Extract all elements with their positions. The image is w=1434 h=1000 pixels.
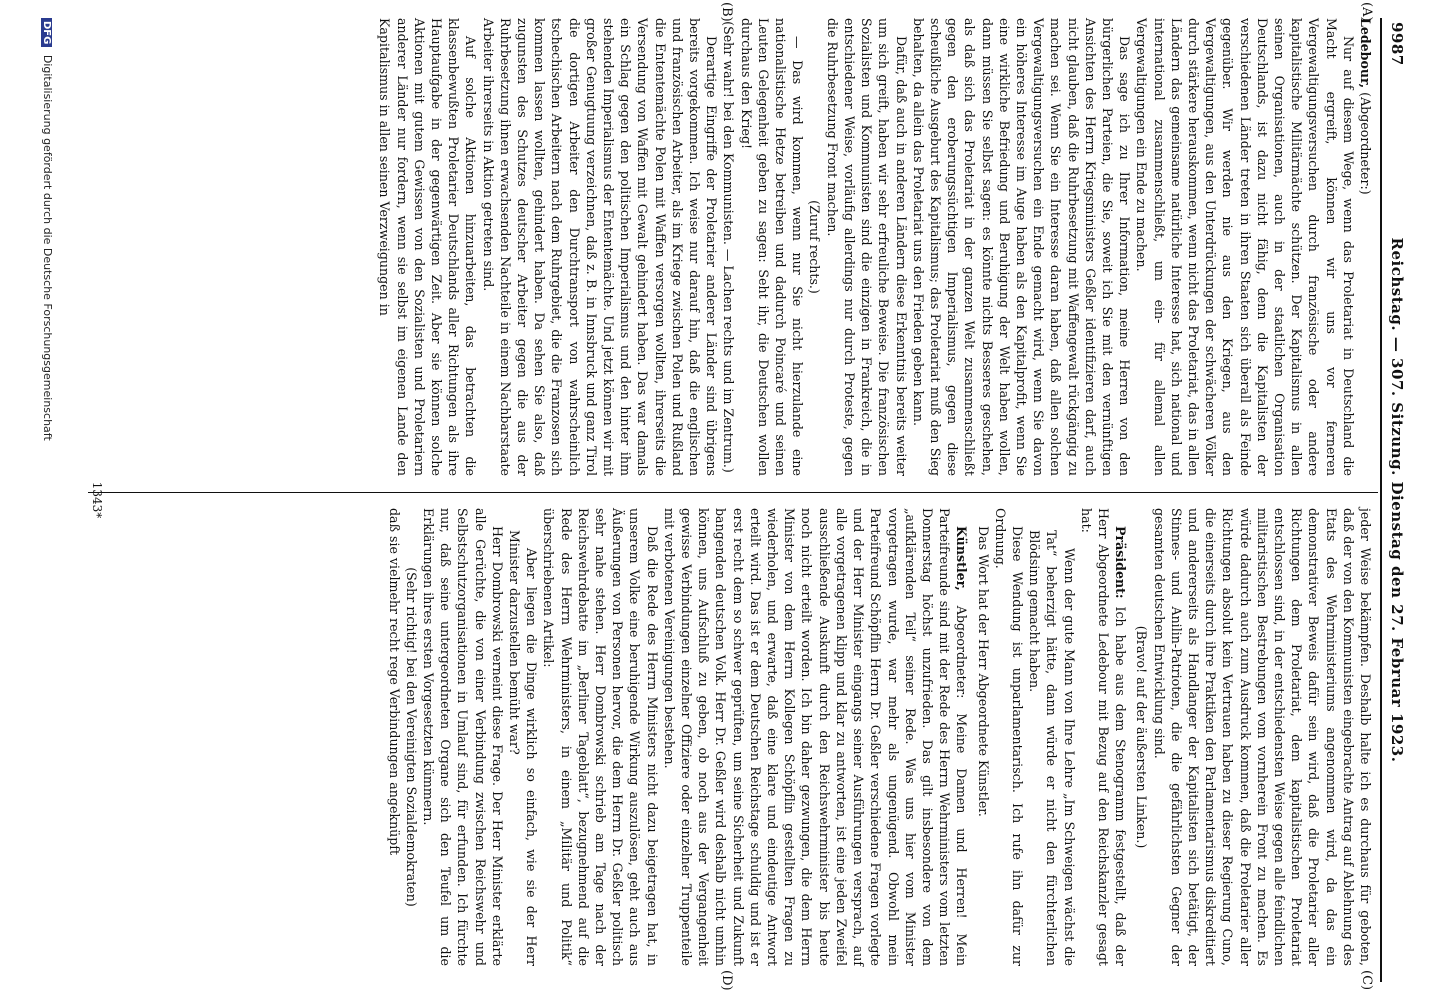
speech-paragraph: Das sage ich zu Ihrer Information, meine Herren von den bürgerlichen Parteien, die Sie, soweit ich Sie mit den vernünftigen Ansichten des Herrn Kriegsministers Geßler identifizieren darf, auch nicht glauben, daß die Ruhrbesetzung mit Waffengewalt rückgängig zu machen sei. Wenn Sie ein Interesse daran haben, daß allen solchen Vergewaltigungsversuchen ein Ende gemacht wird, wenn Sie davon ein höheres Interesse im Auge haben als den Kapitalprofit, wenn Sie eine wirkliche Befriedung und Beruhigung der Welt haben wollen, dann müssen Sie selbst sagen: es könnte nichts Besseres geschehen, als daß sich das Proletariat in der ganzen Welt zusammenschließt gegen den eroberungssüchtigen Imperialismus, gegen diese scheußliche Ausgeburt des Kapitalismus; das Proletariat muß den Sieg behalten, da allein das Proletariat uns den Frieden geben kann.	[910, 18, 1133, 476]
speech-paragraph: Das Wort hat der Herr Abgeordnete Künstler.	[975, 526, 991, 817]
speech-text: Meine Damen und Herren! Mein Parteifreunde sind mit der Rede des Herrn Wehrministers vom letzten Donnerstag höchst unzufrieden. Das gilt insbesondere von dem „aufklärenden Teil“ seiner Rede. Was uns hier vom Minister vorgetragen wurde, war mehr als ungenügend. Obwohl mein Parteifreund Schöpflin Herrn Dr. Geßler verschiedene Fragen vorlegte und der Herr Minister eingangs seiner Ausführungen versprach, auf alle vorgetragenen klipp und klar zu antworten, ist eine jeden Zweifel ausschließende Auskunft durch den Reichswehrminister bis heute noch nicht erteilt worden. Ich bin daher gezwungen, die dem Herrn Minister von dem Herrn Kollegen Schöpflin gestellten Fragen zu wiederholen, und erwarte, daß eine klare und eindeutige Antwort erteilt wird. Das ist er dem Deutschen Reichstage schuldig und ist er erst recht dem so schwer geprüften, um seine Sicherheit und Zukunft bangenden deutschen Volk. Herr Dr. Geßler wird deshalb nicht umhin können, uns Aufschluß zu geben, ob noch aus der Vergangenheit gewisse Verbindungen einzelner Offiziere oder einzelner Truppenteile mit verbotenen Vereinigungen bestehen.	[661, 508, 970, 966]
margin-marker-d: (D)	[719, 970, 734, 991]
speech-paragraph: Dafür, daß auch in anderen Ländern diese Erkenntnis bereits weiter um sich greift, haben wir sehr erfreuliche Beweise. Die französischen Sozialisten und Kommunisten sind die einzigen in Frankreich, die in entschiedener Weise, vorläufig allerdings nur durch Proteste, gegen die Ruhrbesetzung Front machen.	[824, 18, 909, 476]
page-header	[1382, 18, 1412, 982]
margin-marker-c: (C)	[1359, 970, 1374, 991]
speech-text: Ich habe aus dem Stenogramm festgestellt, daß der Herr Abgeordnete Ledebour mit Bezug auf den Reichskanzler gesagt hat:	[1078, 508, 1129, 966]
quote: Wenn der gute Mann von Ihre Lehre „Im Schweigen wächst die Tat“ beherzigt hätte, dann würde er nicht den fürchterlichen Blödsinn gemacht haben.	[1027, 530, 1077, 966]
speech-paragraph: Herr Dombrowski verneint diese Frage. Der Herr Minister erklärte alle Gerüchte, die von einer Verbindung zwischen Reichswehr und Selbstschutzorganisationen in Umlauf sind, für erfunden. Ich fürchte nur, daß seine untergeordneten Organe sich den Teufel um die Erklärungen ihres ersten Vorgesetzten kümmern.	[421, 508, 505, 966]
speaker-name: Künstler,	[954, 526, 970, 591]
speaker-role: Abgeordneter:	[1358, 97, 1373, 190]
speech-paragraph: jeder Weise bekämpfen. Deshalb halte ich es durchaus für geboten, daß der von den Kommunisten eingebrachte Antrag auf Ablehnung des Etats des Wehrministeriums angenommen wird, da das ein demonstrativer Beweis dafür sein wird, daß die Proletarier aller Richtungen dem Proletariat, dem kapitalistischen Proletariat entschlossen sind, in der entschiedensten Weise gegen alle feindlichen militaristischen Bestrebungen vom vornherein Front zu machen. Es würde dadurch auch zum Ausdruck kommen, daß die Proletarier aller Richtungen absolut kein Vertrauen haben zu dieser Regierung Cuno, die einerseits durch ihre Praktiken den Parlamentarismus diskreditiert und andererseits als Handlanger der Kapitalisten sich betätigt, der Stinnes- und Anilin-Patrioten, die die gefährlichsten Gegner der gesamten deutschen Entwicklung sind.	[1151, 508, 1373, 966]
header-title: Reichstag. — 307. Sitzung. Dienstag den 27. Februar 1923.	[1388, 237, 1406, 763]
interjection: (Zuruf rechts.)	[807, 200, 823, 294]
interjection: (Sehr richtig! bei den Vereinigten Sozialdemokraten)	[403, 567, 419, 907]
margin-marker-b: (B)	[719, 2, 734, 22]
speech-paragraph: daß sie vielmehr recht rege Verbindungen angeknüpft	[386, 508, 402, 856]
quote: Aber liegen die Dinge wirklich so einfach, wie sie der Herr Minister darzustellen bemüht war?	[507, 530, 540, 966]
speech-paragraph: — Das wird kommen, wenn nur Sie nicht hierzulande eine nationalistische Hetze betreiben und dadurch Poincaré und seinen Leuten Gelegenheit geben zu sagen: Seht ihr, die Deutschen wollen durchaus den Krieg!	[738, 18, 806, 476]
speech-paragraph: Ledebour, (Abgeordneter:)	[1358, 18, 1373, 195]
column-divider	[88, 492, 1378, 493]
margin-marker-a: (A)	[1359, 2, 1374, 22]
speech-paragraph: Daß die Rede des Herrn Ministers nicht dazu beigetragen hat, in unserem Volke eine beruhigende Wirkung auszulösen, geht auch aus Äußerungen von Personen hervor, die dem Herrn Dr. Geßler politisch sehr nahe stehen. Herr Dombrowski schrieb am Tage nach der Reichswehrdebatte im „Berliner Tageblatt“, bezugnehmend auf die Rede des Herrn Wehrministers, in einem „Militär und Politik“ überschriebenen Artikel:	[541, 508, 660, 966]
footer-text: Digitalisierung gefördert durch die Deutsche Forschungsgemeinschaft	[41, 54, 54, 441]
speaker-name: Ledebour,	[1358, 18, 1373, 89]
speech-paragraph	[661, 508, 971, 966]
left-column	[124, 18, 1374, 476]
speaker-role: Abgeordneter:	[954, 605, 970, 699]
speech-paragraph: Nur auf diesem Wege, wenn das Proletariat in Deutschland die Macht ergreift, können wir uns vor ferneren Vergewaltigungsversuchen durch französische oder andere kapitalistische Militärmächte schützen. Der Kapitalismus in allen seinen Organisationen, auch in der staatlichen Organisation Deutschlands, ist dazu nicht fähig, denn die Kapitalisten der verschiedenen Länder treten in ihren Staaten sich überall als Feinde gegenüber. Wir werden nie aus den Kriegen, aus den Vergewaltigungen, aus den Unterdrückungen der schwächeren Völker durch stärkere herauskommen, wenn nicht das Proletariat, das in allen Ländern das gemeinsame natürliche Interesse hat, sich national und international zusammenschließt, um ein- für allemal allen Vergewaltigungen ein Ende zu machen.	[1134, 18, 1356, 476]
speech-paragraph: Auf solche Aktionen hinzuarbeiten, das betrachten die klassenbewußten Proletarier Deutschlands aller Richtungen als ihre Hauptaufgabe in der gegenwärtigen Zeit. Aber sie können solche Aktionen mit gutem Gewissen von den Sozialisten und Proletariern anderer Länder nur fordern, wenn sie selbst im eigenen Lande den Kapitalismus in allen seinen Verzweigungen in	[377, 18, 479, 476]
footer-credit	[41, 18, 54, 958]
speech-paragraph: Derartige Eingriffe der Proletarier anderer Länder sind übrigens bereits vorgekommen. Ich weise nur darauf hin, daß die englischen und französischen Arbeiter, als im Kriege zwischen Polen und Rußland die Ententemächte Polen mit Waffen versorgen wollten, ihrerseits die Versendung von Waffen mit Gewalt gehindert haben. Das war damals ein Schlag gegen den politischen Imperialismus und den hinter ihm stehenden Imperialismus der Ententemächte. Und jetzt können wir mit großer Genugtuung verzeichnen, daß z. B. in Innsbruck und ganz Tirol die dortigen Arbeiter den Durchtransport von wahrscheinlich tschechischen Arbeitern nach dem Ruhrgebiet, die die Franzosen sich kommen lassen wollten, gehindert haben. Da sehen Sie also, daß zugunsten des Schutzes deutscher Arbeiter gegen die aus der Ruhrbesetzung ihnen erwachsenden Nachteile in einem Nachbarstaate Arbeiter ihrerseits in Aktion getreten sind.	[480, 18, 720, 476]
speech-paragraph: Diese Wendung ist unparlamentarisch. Ich rufe ihn dafür zur Ordnung.	[992, 508, 1025, 966]
right-column	[124, 508, 1374, 966]
signature-mark: 1343*	[90, 481, 104, 519]
page-number: 9987	[1388, 22, 1406, 66]
speech-paragraph	[1078, 508, 1130, 966]
interjection: (Sehr wahr! bei den Kommunisten. — Lachen rechts und im Zentrum.)	[721, 21, 737, 473]
interjection: (Bravo! auf der äußersten Linken.)	[1134, 625, 1150, 849]
dfg-logo: DFG	[41, 18, 52, 47]
speaker-name: Präsident:	[1113, 526, 1129, 599]
header-rule	[1380, 18, 1382, 982]
